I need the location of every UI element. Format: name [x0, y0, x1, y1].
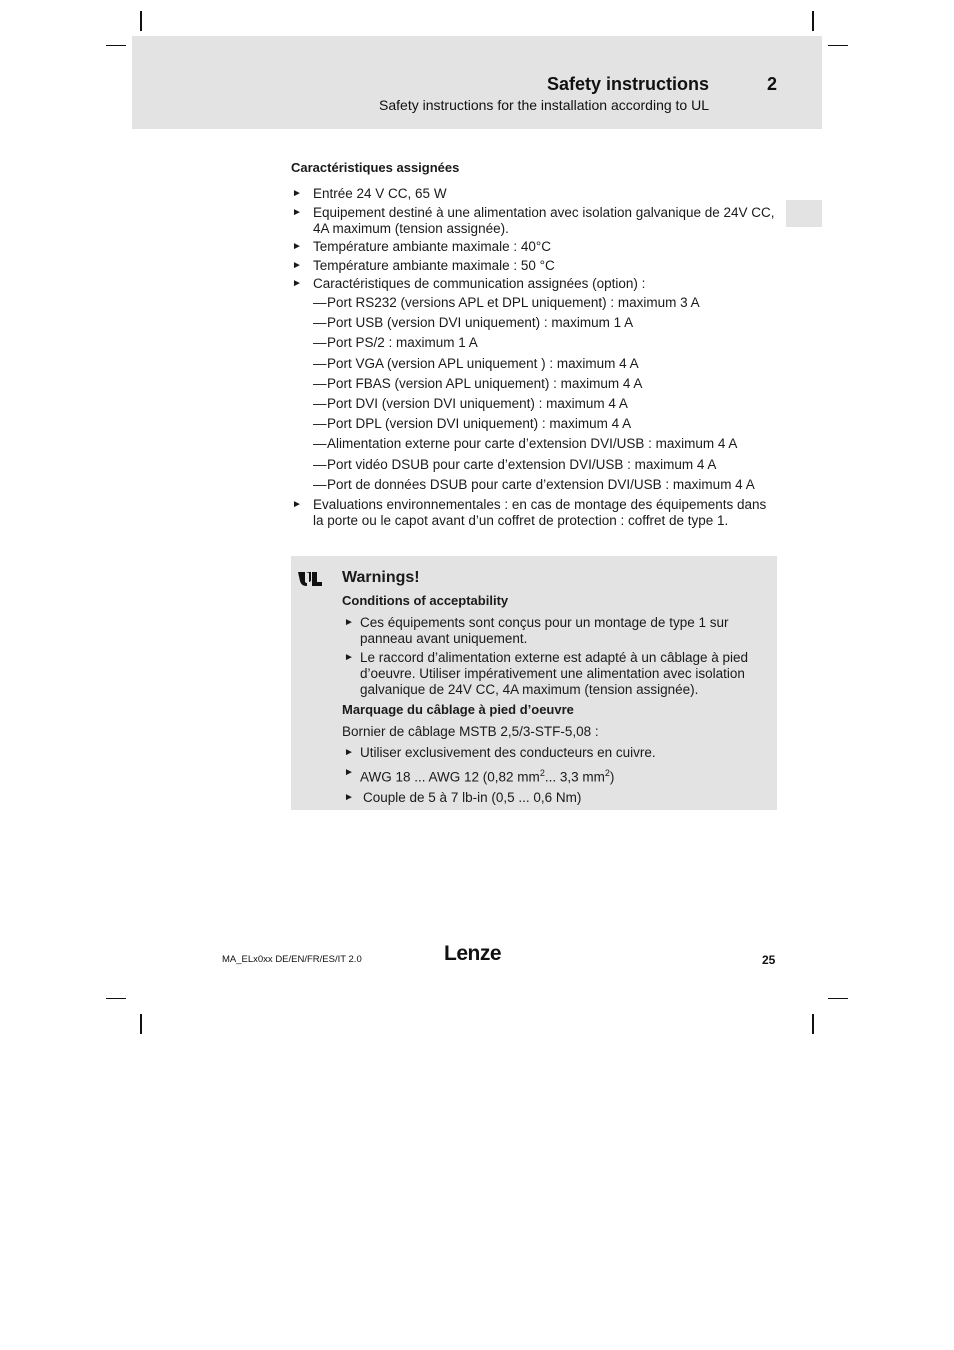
wiring-list [342, 745, 770, 806]
port-item: — Port DVI (version DVI uniquement) : maximum 4 A [313, 395, 628, 411]
port-item: — Port FBAS (version APL uniquement) : maximum 4 A [313, 375, 643, 391]
list-item: ► Température ambiante maximale : 50 °C [292, 257, 555, 273]
ratings-list [291, 186, 777, 529]
warning-title: Warnings! [342, 569, 420, 586]
arrow-bullet-icon: ► [292, 206, 302, 218]
lenze-logo: Lenze [444, 942, 502, 965]
chapter-number: 2 [766, 74, 777, 94]
port-item: — Port RS232 (versions APL et DPL uniquement) : maximum 3 A [313, 295, 700, 310]
port-item: — Port USB (version DVI uniquement) : maximum 1 A [313, 315, 634, 331]
arrow-bullet-icon: ► [292, 241, 302, 252]
arrow-bullet-icon: ► [292, 188, 302, 199]
terminal-text: Bornier de câblage MSTB 2,5/3-STF-5,08 : [342, 724, 599, 739]
crop-mark [828, 45, 848, 46]
crop-mark [812, 11, 814, 31]
ul-mark-icon [297, 571, 323, 587]
list-item: ► Couple de 5 à 7 lb-in (0,5 ... 0,6 Nm) [344, 789, 582, 805]
list-item: ► Température ambiante maximale : 40°C [292, 239, 552, 254]
list-item: ► Evaluations environnementales : en cas de montage des équipements dans la porte ou le capot avant d’un coffret de protection : coffret de type 1. [292, 496, 767, 528]
crop-mark [106, 998, 126, 999]
ratings-section [291, 160, 777, 531]
crop-mark [140, 11, 142, 31]
arrow-bullet-icon: ► [344, 791, 354, 803]
arrow-bullet-icon: ► [344, 747, 354, 758]
document-id: MA_ELx0xx DE/EN/FR/ES/IT 2.0 [222, 954, 362, 965]
port-item: — Port PS/2 : maximum 1 A [313, 335, 478, 351]
port-item: — Port vidéo DSUB pour carte d’extension DVI/USB : maximum 4 A [313, 456, 717, 472]
list-item: ► AWG 18 ... AWG 12 (0,82 $mm^2$... 3,3 $mm^2$) [344, 767, 615, 785]
crop-mark [812, 1014, 814, 1034]
page-subtitle: Safety instructions for the installation according to UL [379, 97, 709, 113]
port-item: — Alimentation externe pour carte d’extension DVI/USB : maximum 4 A [313, 436, 738, 452]
marking-heading: Marquage du câblage à pied d’oeuvre [342, 702, 574, 717]
warning-box [291, 556, 777, 810]
crop-mark [140, 1014, 142, 1034]
arrow-bullet-icon: ► [344, 767, 354, 778]
port-item: — Port de données DSUB pour carte d’extension DVI/USB : maximum 4 A [313, 476, 755, 492]
arrow-bullet-icon: ► [344, 617, 354, 628]
arrow-bullet-icon: ► [292, 259, 302, 271]
list-item: ► Le raccord d’alimentation externe est adapté à un câblage à pied d’oeuvre. Utiliser impérativement une alimentation avec isolation galvanique de 24V CC, 4A maximum (tension assignée). [344, 650, 749, 697]
chapter-tab-marker [786, 200, 822, 227]
warning-content [342, 570, 770, 809]
conditions-heading: Conditions of acceptability [342, 593, 509, 608]
page-number: 25 [762, 953, 776, 967]
crop-mark [828, 998, 848, 999]
ratings-heading: Caractéristiques assignées [291, 160, 460, 175]
arrow-bullet-icon: ► [292, 278, 302, 289]
port-list [313, 295, 777, 493]
arrow-bullet-icon: ► [344, 652, 354, 663]
crop-mark [106, 45, 126, 46]
list-item: ► Equipement destiné à une alimentation avec isolation galvanique de 24V CC, 4A maximum (tension assignée). [292, 204, 775, 236]
list-item: ► Caractéristiques de communication assignées (option) : — Port RS232 (versions APL et DPL uniquement) : maximum 3 A — Port USB (version DVI uniquement) : maximum 1 A — Port PS/2 : maximum 1 A — Port VGA (version APL uniquement ) : maximum 4 A — Port FBAS (version APL uniquement) : maximum 4 A — Port DVI (version DVI uniquement) : maximum 4 A — Port DPL (version DVI uniquement) : maximum 4 A — Alimentation externe pour carte d’extension DVI/USB : maximum 4 A — Port vidéo DSUB pour carte d’extension DVI/USB : maximum 4 A — Port de données DSUB pour carte d’extension DVI/USB : maximum 4 A [291, 276, 777, 493]
conditions-list [342, 615, 770, 698]
list-item: ► Utiliser exclusivement des conducteurs en cuivre. [344, 745, 656, 760]
list-item: ► Entrée 24 V CC, 65 W [292, 186, 447, 201]
page-title: Safety instructions [546, 74, 709, 94]
port-item: — Port VGA (version APL uniquement ) : maximum 4 A [313, 355, 639, 371]
arrow-bullet-icon: ► [292, 498, 302, 510]
port-item: — Port DPL (version DVI uniquement) : maximum 4 A [313, 416, 632, 432]
page-header [132, 36, 822, 129]
list-item: ► Ces équipements sont conçus pour un montage de type 1 sur panneau avant uniquement. [344, 615, 729, 646]
